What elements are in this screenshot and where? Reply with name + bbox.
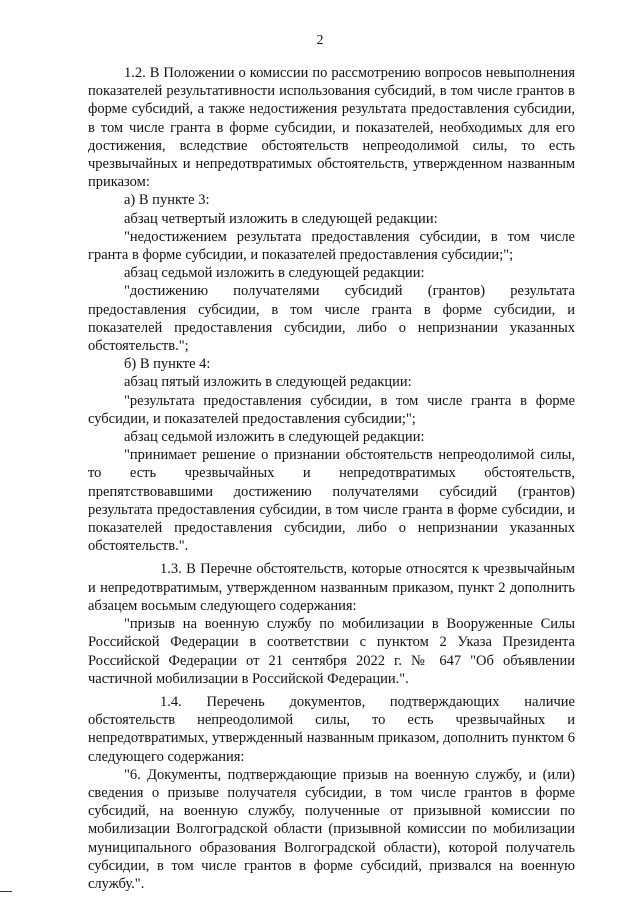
subitem-a: а) В пункте 3:	[124, 192, 210, 209]
document-body	[88, 64, 575, 893]
paragraph-instruction: абзац седьмой изложить в следующей редакции:	[124, 265, 425, 282]
footer-rule	[0, 891, 12, 892]
quoted-text: "6. Документы, подтверждающие призыв на военную службу, и (или) сведения о призыве получателя субсидии, в том числе грантов в форме субсидий, на военную службу, полученные от призывной комиссии по мобилизации Волгоградской области (призывной комиссии по мобилизации муниципального образования Волгоградской области), которой получатель субсидии, в том числе грантов в форме субсидий, призвался на военную службу.".	[88, 766, 575, 892]
quoted-text: "достижению получателями субсидий (грантов) результата предоставления субсидии, в том числе гранта в форме субсидии, и показателей предоставления субсидии, либо о непризнании указанных обстоятельств.";	[88, 283, 575, 355]
quoted-text: "недостижением результата предоставления субсидии, в том числе гранта в форме субсидии, и показателей предоставления субсидии;";	[88, 228, 575, 264]
subitem-b: б) В пункте 4:	[124, 356, 211, 373]
quoted-text: "результата предоставления субсидии, в том числе гранта в форме субсидии, и показателей предоставления субсидии;";	[88, 392, 575, 427]
paragraph-instruction: абзац седьмой изложить в следующей редакции:	[124, 429, 425, 446]
paragraph-instruction: абзац четвертый изложить в следующей редакции:	[124, 210, 438, 227]
page-number: 2	[316, 33, 324, 48]
quoted-text: "призыв на военную службу по мобилизации в Вооруженные Силы Российской Федерации в соответствии с пунктом 2 Указа Президента Российской Федерации от 21 сентября 2022 г. № 647 "Об объявлении частичной мобилизации в Российской Федерации.".	[88, 616, 575, 687]
paragraph-instruction: абзац пятый изложить в следующей редакции:	[124, 374, 412, 391]
paragraph-1-2: 1.2. В Положении о комиссии по рассмотрению вопросов невыполнения показателей результативности использования субсидий, в том числе грантов в форме субсидий, а также недостижения результата предоставления субсидии, в том числе гранта в форме субсидии, и показателей, необходимых для его достижения, вследствие обстоятельств непреодолимой силы, то есть чрезвычайных и непредотвратимых обстоятельств, утвержденном названным приказом:	[88, 65, 575, 191]
paragraph-1-4: 1.4. Перечень документов, подтверждающих наличие обстоятельств непреодолимой силы, то есть чрезвычайных и непредотвратимых, утвержденный названным приказом, дополнить пунктом 6 следующего содержания:	[88, 693, 575, 765]
quoted-text: "принимает решение о признании обстоятельств непреодолимой силы, то есть чрезвычайных и непредотвратимых обстоятельств, препятствовавшими достижению получателями субсидий (грантов) результата предоставления субсидии, в том числе гранта в форме субсидии, и показателей предоставления субсидии, либо о непризнании указанных обстоятельств.".	[88, 447, 575, 555]
paragraph-1-3: 1.3. В Перечне обстоятельств, которые относятся к чрезвычайным и непредотвратимым, утвержденном названным приказом, пункт 2 дополнить абзацем восьмым следующего содержания:	[88, 561, 575, 614]
